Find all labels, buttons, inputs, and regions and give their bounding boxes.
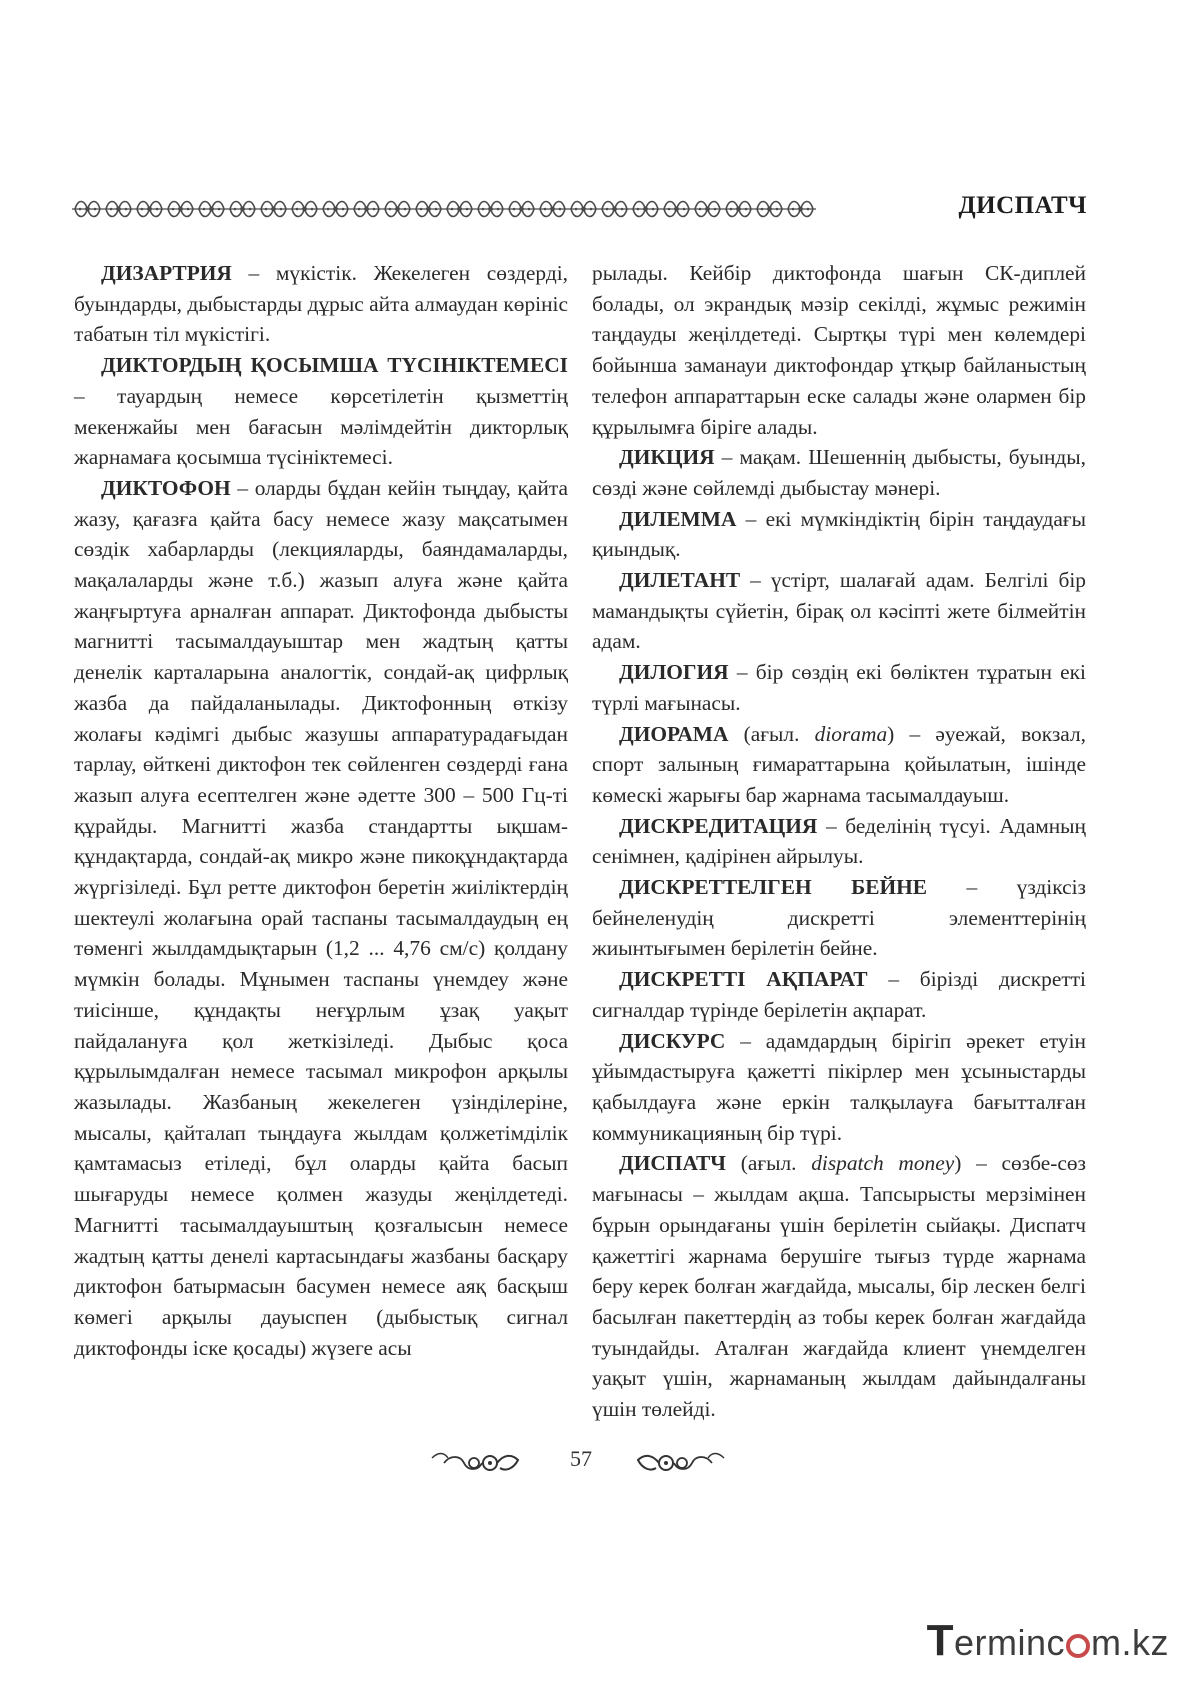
- page-number: 57: [570, 1446, 592, 1471]
- entry-dilemma: [592, 504, 1086, 565]
- entry-definition: ) – әуежай, вокзал, спорт залының ғимараттарына қойылатын, ішінде көмескі жарығы бар жарнама тасымалдауыш.: [592, 721, 1086, 807]
- entry-diskretti-akparat: [592, 964, 1086, 1025]
- left-column: [74, 258, 568, 1363]
- footer-ornament-left: [430, 1450, 522, 1476]
- entry-diktordyn-kosymsha: [74, 350, 568, 473]
- watermark-initial: T: [926, 1616, 954, 1665]
- entry-definition: – үстірт, шалағай адам. Белгілі бір мамандықты сүйетін, бірақ ол кәсіпті жете білмейтін адам.: [592, 568, 1086, 654]
- entry-definition: – адамдардың бірігіп әрекет етуін ұйымдастыруға қажетті пікірлер мен ұсыныстарды қабылдауға және еркін талқылауға бағытталған коммуникацияның бір түрі.: [592, 1028, 1086, 1145]
- entry-diktofon-continuation: рылады. Кейбір диктофонда шағын СК-диплей болады, ол экрандық мәзір секілді, жұмыс режимін таңдауды жеңілдетеді. Сыртқы түрі мен көлемдері бойынша заманауи диктофондар ұтқыр байланыстың телефон аппараттарын еске салады және олармен бір құрылымға біріге алады.: [592, 261, 1086, 439]
- entry-diletant: [592, 565, 1086, 657]
- entry-term: ДИКТОФОН: [101, 475, 231, 500]
- entry-dilogiya: [592, 657, 1086, 718]
- entry-origin-word: diorama: [814, 721, 888, 746]
- watermark-text-end: m.kz: [1091, 1622, 1169, 1663]
- entry-origin: (ағыл.: [728, 721, 815, 746]
- header-ornament-band: [72, 196, 816, 222]
- site-watermark: [927, 1616, 1169, 1666]
- entry-definition: ) – сөзбе-сөз мағынасы – жылдам ақша. Тапсырысты мерзімінен бұрын орындағаны үшін берілетін сыйақы. Диспатч қажеттігі жарнама берушіге тығыз түрде жарнама беру керек болған жағдайда, мысалы, бір лескен белгі басылған пакеттердің аз тобы керек болған жағдайда туындайды. Аталған жағдайда клиент үнемделген уақыт үшін, жарнаманың жылдам дайындалғаны үшін төлейді.: [592, 1151, 1086, 1422]
- running-head: ДИСПАТЧ: [958, 192, 1087, 219]
- entry-term: ДИСПАТЧ: [619, 1151, 726, 1176]
- entry-definition: – мүкістік. Жекелеген сөздерді, буындарды, дыбыстарды дұрыс айта алмаудан көрініс табатын тіл мүкістігі.: [74, 261, 568, 347]
- entry-dispatch: [592, 1148, 1086, 1424]
- watermark-text-start: erminc: [953, 1622, 1065, 1663]
- ring-icon: [1066, 1634, 1090, 1658]
- entry-diskurs: [592, 1026, 1086, 1149]
- entry-term: ДИСКУРС: [619, 1028, 726, 1053]
- entry-term: ДИЛЕТАНТ: [619, 568, 741, 593]
- entry-dizartriya: [74, 258, 568, 350]
- entry-definition: – мақам. Шешеннің дыбысты, буынды, сөзді және сөйлемді дыбыстау мәнері.: [592, 445, 1086, 500]
- entry-dikciya: [592, 442, 1086, 503]
- entry-definition: – беделінің түсуі. Адамның сенімнен, қадірінен айрылуы.: [592, 813, 1086, 869]
- entry-term: ДИКТОРДЫҢ ҚОСЫМША ТҮСІНІКТЕМЕСІ: [101, 353, 568, 378]
- entry-diktofon: [74, 473, 568, 1363]
- entry-definition: – тауардың немесе көрсетілетін қызметтің мекенжайы мен бағасын мәлімдейтін дикторлық жарнамаға қосымша түсініктемесі.: [74, 383, 568, 470]
- entry-diskrettelgen-beine: [592, 872, 1086, 964]
- entry-origin: (ағыл.: [725, 1151, 812, 1176]
- entry-term: ДИСКРЕДИТАЦИЯ: [619, 813, 818, 838]
- entry-definition: – үздіксіз бейнеленудің дискретті элементтерінің жиынтығымен берілетін бейне.: [592, 875, 1086, 961]
- entry-definition: – оларды бұдан кейін тыңдау, қайта жазу, қағазға қайта басу немесе жазу мақсатымен сөздік хабарларды (лекцияларды, баяндамаларды, мақалаларды және т.б.) жазып алуға және қайта жаңғыртуға арналған аппарат. Диктофонда дыбысты магнитті тасымалдауыштар мен жадтың қатты денелік карталарына аналогтік, сондай-ақ цифрлық жазба да пайдаланылады. Диктофонның өткізу жолағы кәдімгі дыбыс жазушы аппаратурадағыдан тарлау, өйткені диктофон тек сөйленген сөздерді ғана жазып алуға есептелген және әдетте 300 – 500 Гц-ті құрайды. Магнитті жазба стандартты ықшам-құндақтарда, сондай-ақ микро және пикоқұндақтарда жүргізіледі. Бұл ретте диктофон беретін жиіліктердің шектеулі жолағына орай таспаны тасымалдаудың ең төменгі жылдамдықтарын (1,2 ... 4,76 см/с) қолдану мүмкін болады. Мұнымен таспаны үнемдеу және тиісінше, құндақты неғұрлым ұзақ уақыт пайдалануға қол жеткізіледі. Дыбыс қоса құрылымдалған немесе тасымал микрофон арқылы жазылады. Жазбаның жекелеген үзінділеріне, мысалы, қайталап тыңдауға жылдам қолжетімділік қамтамасыз етіледі, бұл оларды қайта басып шығаруды немесе қолмен жазуды жеңілдетеді. Магнитті тасымалдауыштың қозғалысын немесе жадтың қатты денелі картасындағы жазбаны басқару диктофон батырмасын басумен немесе аяқ басқыш көмегі арқылы дауыспен (дыбыстық сигнал диктофонды іске қосады) жүзеге асы: [74, 475, 568, 1360]
- entry-term: ДИЛЕММА: [619, 506, 737, 531]
- entry-origin-word: dispatch money: [811, 1151, 955, 1176]
- entry-term: ДИЛОГИЯ: [619, 660, 729, 685]
- right-column: [592, 258, 1086, 1425]
- entry-diorama: [592, 719, 1086, 811]
- entry-diskreditaciya: [592, 811, 1086, 872]
- entry-definition: – бір сөздің екі бөліктен тұратын екі түрлі мағынасы.: [592, 660, 1086, 715]
- entry-definition: – екі мүмкіндіктің бірін таңдаудағы қиындық.: [592, 506, 1086, 562]
- entry-definition: – бірізді дискретті сигналдар түрінде берілетін ақпарат.: [592, 967, 1087, 1022]
- entry-term: ДИСКРЕТТЕЛГЕН БЕЙНЕ: [619, 875, 928, 900]
- entry-term: ДИКЦИЯ: [619, 445, 715, 470]
- entry-term: ДИСКРЕТТІ АҚПАРАТ: [619, 967, 868, 992]
- footer-ornament-right: [634, 1450, 726, 1476]
- entry-term: ДИЗАРТРИЯ: [101, 261, 232, 285]
- entry-term: ДИОРАМА: [619, 721, 729, 746]
